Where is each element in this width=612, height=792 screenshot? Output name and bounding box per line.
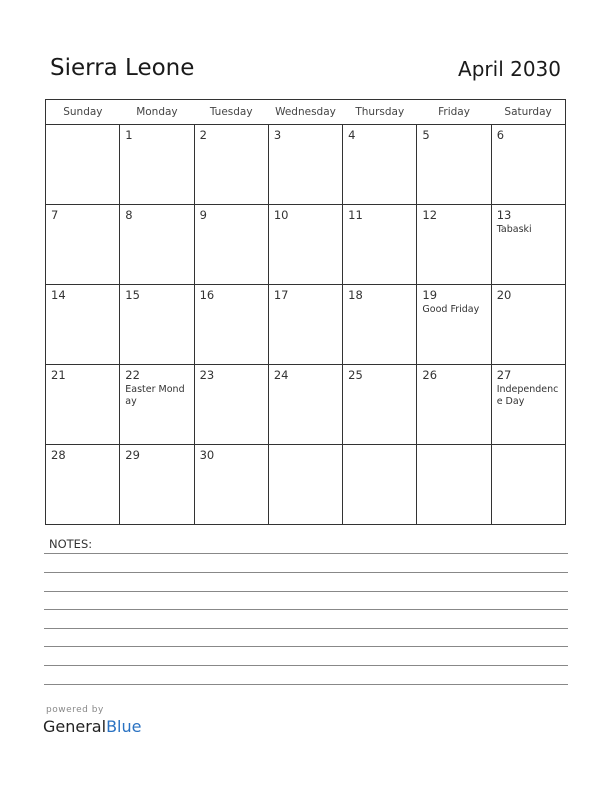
day-cell: [417, 205, 491, 285]
day-number: 13: [496, 208, 512, 222]
day-cell: [268, 285, 342, 365]
day-cell: [343, 445, 417, 525]
weekday-header: Thursday: [343, 100, 417, 125]
day-number: 19: [422, 288, 438, 302]
day-number: 12: [422, 208, 438, 222]
day-cell: [120, 445, 194, 525]
notes-line: [44, 591, 568, 592]
powered-by-text: powered by: [46, 705, 104, 715]
day-cell: [46, 205, 120, 285]
day-number: 14: [51, 288, 66, 302]
notes-line: [44, 684, 568, 685]
day-number: 3: [273, 128, 282, 142]
day-cell: [46, 125, 120, 205]
day-number: 10: [273, 208, 289, 222]
notes-line: [44, 553, 568, 554]
day-cell: [194, 365, 268, 445]
day-cell: [46, 285, 120, 365]
weekday-header: Saturday: [491, 100, 565, 125]
day-cell: [120, 205, 194, 285]
day-number: 29: [125, 448, 140, 462]
holiday-label: Easter Monday: [125, 384, 185, 407]
day-cell: [120, 125, 194, 205]
week-row: [46, 205, 566, 285]
day-number: 4: [348, 128, 356, 142]
calendar-grid: [45, 99, 566, 525]
day-number: 23: [199, 368, 215, 382]
day-cell: [491, 125, 565, 205]
day-cell: [491, 365, 565, 445]
day-cell: [417, 445, 491, 525]
day-cell: [120, 285, 194, 365]
day-number: 22: [125, 368, 140, 382]
holiday-label: Tabaski: [496, 224, 532, 235]
weekday-header: Tuesday: [194, 100, 268, 125]
week-row: [46, 125, 566, 205]
day-number: 21: [51, 368, 66, 382]
day-number: 6: [496, 128, 505, 142]
notes-line: [44, 628, 568, 629]
day-cell: [194, 445, 268, 525]
day-number: 28: [51, 448, 66, 462]
day-number: 24: [273, 368, 289, 382]
day-cell: [46, 445, 120, 525]
brand-blue: Blue: [106, 717, 142, 736]
day-cell: [417, 125, 491, 205]
country-title: Sierra Leone: [50, 55, 195, 81]
notes-line: [44, 572, 568, 573]
day-cell: [268, 445, 342, 525]
week-row: [46, 365, 566, 445]
day-cell: [491, 205, 565, 285]
notes-label: NOTES:: [49, 537, 93, 551]
day-cell: [417, 285, 491, 365]
notes-line: [44, 665, 568, 666]
day-cell: [268, 125, 342, 205]
generalblue-logo: [43, 717, 141, 736]
weekday-header: Friday: [417, 100, 491, 125]
day-cell: [491, 285, 565, 365]
day-cell: [343, 365, 417, 445]
weekday-header: Wednesday: [268, 100, 342, 125]
weekday-header: Sunday: [46, 100, 120, 125]
day-cell: [194, 205, 268, 285]
day-number: 8: [125, 208, 133, 222]
day-number: 5: [422, 128, 430, 142]
day-cell: [343, 125, 417, 205]
day-number: 27: [496, 368, 512, 382]
weekday-header-row: [46, 100, 566, 125]
day-number: 11: [348, 208, 363, 222]
day-number: 16: [199, 288, 215, 302]
day-number: 18: [348, 288, 363, 302]
day-cell: [120, 365, 194, 445]
day-cell: [194, 285, 268, 365]
holiday-label: Good Friday: [422, 304, 480, 315]
day-number: 1: [125, 128, 133, 142]
day-number: 30: [199, 448, 215, 462]
day-cell: [46, 365, 120, 445]
day-number: 17: [273, 288, 289, 302]
day-cell: [194, 125, 268, 205]
day-number: 9: [199, 208, 207, 222]
day-number: 25: [348, 368, 363, 382]
weekday-header: Monday: [120, 100, 194, 125]
day-number: 15: [125, 288, 140, 302]
day-cell: [343, 285, 417, 365]
week-row: [46, 285, 566, 365]
day-cell: [343, 205, 417, 285]
day-cell: [417, 365, 491, 445]
day-cell: [491, 445, 565, 525]
month-title: April 2030: [458, 57, 561, 81]
day-number: 26: [422, 368, 438, 382]
day-number: 2: [199, 128, 207, 142]
holiday-label: Independence Day: [496, 384, 559, 407]
week-row: [46, 445, 566, 525]
notes-line: [44, 646, 568, 647]
brand-general: General: [43, 717, 107, 736]
day-number: 20: [496, 288, 512, 302]
day-cell: [268, 205, 342, 285]
day-cell: [268, 365, 342, 445]
day-number: 7: [51, 208, 59, 222]
notes-line: [44, 609, 568, 610]
